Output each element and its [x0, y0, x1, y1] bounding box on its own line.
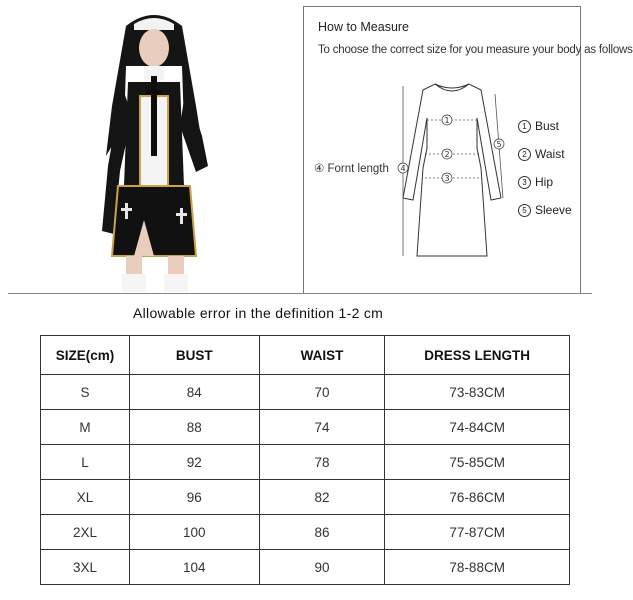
legend-item-sleeve — [518, 196, 572, 224]
svg-text:1: 1 — [444, 116, 450, 125]
legend-label: Sleeve — [535, 203, 572, 217]
table-row — [41, 550, 570, 585]
legend-item-waist — [518, 140, 572, 168]
guide-title: How to Measure — [318, 20, 410, 34]
cell-bust: 92 — [129, 445, 259, 480]
header-dress-length: DRESS LENGTH — [385, 336, 570, 375]
tolerance-note: Allowable error in the definition 1-2 cm — [133, 305, 384, 321]
table-row — [41, 515, 570, 550]
section-divider — [8, 293, 592, 294]
cell-size: L — [41, 445, 130, 480]
measure-legend — [518, 112, 572, 224]
cell-bust: 100 — [129, 515, 259, 550]
header-bust: BUST — [129, 336, 259, 375]
cell-bust: 96 — [129, 480, 259, 515]
svg-text:5: 5 — [496, 140, 502, 149]
cell-bust: 88 — [129, 410, 259, 445]
header-waist: WAIST — [259, 336, 385, 375]
table-row — [41, 410, 570, 445]
cell-size: S — [41, 375, 130, 410]
cell-dress-length: 73-83CM — [385, 375, 570, 410]
legend-item-bust — [518, 112, 572, 140]
svg-text:4: 4 — [400, 164, 406, 173]
cell-bust: 84 — [129, 375, 259, 410]
table-row — [41, 445, 570, 480]
svg-text:3: 3 — [444, 174, 450, 183]
table-header-row — [41, 336, 570, 375]
size-chart-table — [40, 335, 570, 585]
table-row — [41, 480, 570, 515]
cell-waist: 74 — [259, 410, 385, 445]
number-badge-2: 2 — [518, 148, 531, 161]
cell-size: 3XL — [41, 550, 130, 585]
cell-dress-length: 74-84CM — [385, 410, 570, 445]
header-size: SIZE(cm) — [41, 336, 130, 375]
number-badge-3: 3 — [518, 176, 531, 189]
cell-waist: 90 — [259, 550, 385, 585]
number-badge-5: 5 — [518, 204, 531, 217]
cell-dress-length: 75-85CM — [385, 445, 570, 480]
cell-waist: 82 — [259, 480, 385, 515]
cell-dress-length: 78-88CM — [385, 550, 570, 585]
legend-item-hip — [518, 168, 572, 196]
cell-waist: 70 — [259, 375, 385, 410]
number-badge-1: 1 — [518, 120, 531, 133]
cell-waist: 78 — [259, 445, 385, 480]
cell-dress-length: 76-86CM — [385, 480, 570, 515]
cell-size: M — [41, 410, 130, 445]
table-row — [41, 375, 570, 410]
legend-label: Bust — [535, 119, 560, 133]
cell-size: XL — [41, 480, 130, 515]
legend-label: Hip — [535, 175, 554, 189]
front-length-label: ④ Fornt length — [314, 163, 389, 175]
legend-label: Waist — [535, 147, 565, 161]
cell-bust: 104 — [129, 550, 259, 585]
product-photo — [84, 6, 224, 292]
cell-size: 2XL — [41, 515, 130, 550]
cell-waist: 86 — [259, 515, 385, 550]
guide-subtitle: To choose the correct size for you measure your body as follows — [318, 44, 633, 56]
svg-text:2: 2 — [444, 150, 450, 159]
dress-outline-diagram — [395, 78, 510, 263]
cell-dress-length: 77-87CM — [385, 515, 570, 550]
